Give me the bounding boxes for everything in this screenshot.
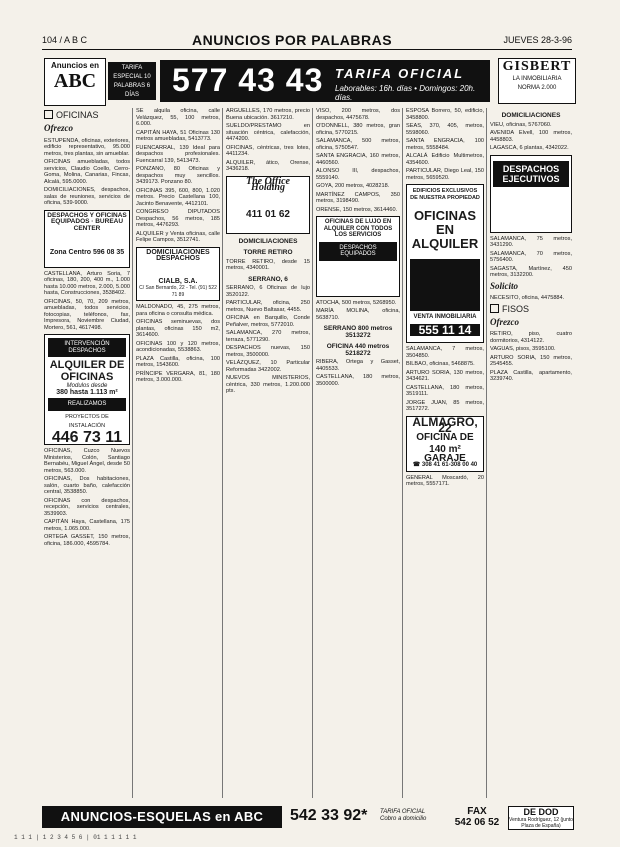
esquelas-banner: ANUNCIOS-ESQUELAS en ABC	[42, 806, 282, 828]
oficina-box: OFICINA 440 metros 5218272	[326, 343, 390, 357]
page-number: 104 / A B C	[42, 35, 88, 45]
gisbert-line2: NORMA 2.000	[517, 85, 557, 91]
classified-ad: ARTURO SORIA, 150 metros, 2545455.	[490, 354, 572, 367]
venta-label: VENTA INMOBILIARIA	[413, 314, 477, 320]
classified-ad: SANTA ENGRACIA, 160 metros, 4460560.	[316, 153, 400, 166]
column-divider	[486, 108, 487, 798]
classified-ad: JORGE JUAN, 85 metros, 3517272.	[406, 399, 484, 412]
category-label: OFICINAS	[56, 110, 99, 120]
classified-ad: FUENCARRAL, 139 Ideal para despachos profesionales. Fuencarral 139, 5413473.	[136, 144, 220, 164]
office-holding-phone: 411 01 62	[246, 208, 290, 220]
classified-ad: NUEVOS MINISTERIOS, céntrica, 330 metros, 1.200.000 pts.	[226, 375, 310, 394]
big-phone: 446 73 11	[51, 428, 123, 446]
phone-banner	[160, 60, 490, 102]
classified-ad: ESPOSA Borrero, 50, edificio, 3458800.	[406, 108, 484, 121]
oficinas-alquiler-ad	[406, 184, 484, 343]
domiciliaciones-title: DOMICILIACIONES DESPACHOS	[146, 248, 210, 262]
lujo-ad	[316, 216, 400, 297]
office-holding-ad	[226, 176, 310, 234]
classified-ad: ALQUILER y Venta oficinas, calle Felipe Campos, 3512741.	[136, 230, 220, 243]
column-5	[406, 108, 484, 798]
almagro-phone: ☎ 308 41 61-308 00 40	[412, 462, 478, 468]
classified-ad: NECESITO, oficina, 4475884.	[490, 295, 565, 301]
tarifa-label: TARIFA OFICIAL	[380, 809, 426, 815]
classified-ad: ARTURO SORIA, 130 metros, 3434621.	[406, 369, 484, 382]
classified-ad: PLAZA Castilla, oficina, 100 metros, 1543600.	[136, 355, 220, 368]
classified-ad: SALAMANCA, 75 metros, 3431290.	[490, 235, 572, 248]
classified-ad: ALQUILER, ático, Orense, 3436218.	[226, 159, 310, 172]
classified-ad: ATOCHA, 500 metros, 5268950.	[316, 299, 397, 306]
subheading: Ofrezco	[490, 316, 519, 327]
classified-ad: MARTÍNEZ CAMPOS, 350 metros, 3198490.	[316, 191, 400, 204]
classified-ad: PARTICULAR, oficina, 250 metros, Nuevo Baltasar, 4455.	[226, 300, 310, 313]
hours-note: Laborables: 16h. días • Domingos: 20h. días.	[335, 84, 476, 102]
fax-label: FAX	[467, 806, 487, 817]
lujo-body	[319, 264, 397, 294]
exclusivo-list	[410, 259, 480, 311]
lujo-title: OFICINAS DE LUJO EN ALQUILER CON TODOS LOS SERVICIOS	[323, 219, 393, 238]
column-3	[226, 108, 310, 798]
classified-ad: OFICINAS, céntricas, tres lotes, 4411234.	[226, 144, 310, 157]
classified-ad: VAGUAS, pisos, 3595100.	[490, 346, 556, 352]
classified-ad: CAPITÁN Haya, Castellana, 175 metros, 1.065.000.	[44, 519, 130, 532]
cobro-label: Cobro a domicilio	[380, 816, 427, 822]
classified-ad: SERRANO, 6 Oficinas de lujo 3520122.	[226, 285, 310, 298]
classified-ad: RETIRO, piso, cuatro dormitorios, 4314122.	[490, 331, 572, 344]
classified-ad: ALCALÁ Edificio Multimetros, 4354600.	[406, 153, 484, 166]
classified-ad: SALAMANCA, 7 metros, 3504850.	[406, 346, 484, 359]
column-divider	[312, 108, 313, 798]
despachos-equipados: DESPACHOS EQUIPADOS	[319, 242, 397, 261]
classified-ad: DESPACHOS nuevas, 150 metros, 3500000.	[226, 345, 310, 358]
almagro-sub: OFICINA DE 140 m²	[416, 431, 474, 455]
alquiler-sub: Modulos desde	[66, 383, 108, 389]
classified-ad: OFICINA en Barquillo, Conde Peñalver, metros, 5772010.	[226, 315, 310, 328]
column-divider	[132, 108, 133, 798]
column-2	[136, 108, 220, 798]
domiciliaciones-ad	[136, 247, 220, 302]
classified-ad: OFICINAS, Cuzco Nuevos Ministerios, Colón, Santiago Bernabéu, Miguel Ángel, desde 50 metros, 563.000.	[44, 448, 130, 474]
fax-box	[452, 806, 502, 828]
classified-ad: SALAMANCA, 70 metros, 5756400.	[490, 250, 572, 263]
realizamos-banner: REALIZAMOS	[48, 398, 126, 411]
section-title: ANUNCIOS POR PALABRAS	[192, 32, 393, 48]
classified-ad: OFICINAS, Dos habitaciones, salón, cuarto baño, calefacción central, 3538850.	[44, 476, 130, 495]
issue-date: JUEVES 28-3-96	[503, 35, 572, 45]
office-holding-title: The Office Holding	[246, 175, 290, 193]
column-divider	[222, 108, 223, 798]
bureau-phone: Zona Centro 596 08 35	[49, 249, 125, 256]
exclusivo-head: EDIFICIOS EXCLUSIVOS DE NUESTRA PROPIEDAD	[410, 188, 480, 201]
classified-ad: ESTUPENDA, oficinas, exteriores, edificio representativo, 95.000 metros, tres plantas, sin amueblar.	[44, 137, 130, 157]
dod-sub: Ventura Rodríguez, 12 (junto Plaza de España)	[509, 817, 573, 829]
print-code: 1 1 1 | 1 2 3 4 5 6 | 01 1 1 1 1 1	[14, 834, 137, 841]
cialb-address: C/ San Bernardo, 22 - Tel. (91) 522 71 89	[139, 285, 217, 298]
serrano-head: SERRANO, 6	[248, 275, 288, 283]
classified-ad: PRÍNCIPE VERGARA, 81, 180 metros, 3.000.000.	[136, 370, 220, 383]
classified-ad: PLAZA Castilla, apartamento, 3239740.	[490, 369, 572, 382]
classified-ad: ARGUELLES, 170 metros, precio Buena ubicación. 3617210.	[226, 108, 310, 121]
alquiler-price: 380 hasta 1.113 m²	[56, 388, 118, 396]
classified-ad: SALAMANCA, 270 metros, terraza, 5771290.	[226, 330, 310, 343]
tarifa-especial-box: TARIFA ESPECIAL 10 PALABRAS 6 DÍAS	[108, 62, 156, 100]
classified-ad: PARTICULAR, Diego Leal, 150 metros, 5659520.	[406, 168, 484, 181]
classified-ad: SE alquila oficina, calle Velázquez, 55, 100 metros, 6.000.	[136, 108, 220, 127]
column-divider	[402, 108, 403, 798]
fax-number: 542 06 52	[454, 817, 500, 828]
classified-ad: GENERAL Moscardó, 20 metros, 5557171.	[406, 474, 484, 487]
classified-ad: OFICINAS con despachos, recepción, servicios centrales, 3539903.	[44, 497, 130, 517]
classified-ad: CASTELLANA, 180 metros, 3500000.	[316, 374, 400, 387]
classified-ad: VIEU, oficinas, 5767060.	[490, 121, 552, 128]
category-heading	[490, 304, 572, 313]
category-heading	[44, 110, 130, 119]
dod-title: DE DOD	[523, 807, 559, 817]
despachos-body	[493, 190, 569, 230]
despachos-ejecutivos-ad	[490, 155, 572, 233]
gisbert-ad	[498, 58, 576, 104]
domiciliaciones-head: DOMICILIACIONES	[501, 112, 561, 119]
subheading: Ofrezco	[44, 123, 73, 133]
classified-ad: ALONSO III, despachos, 5559140.	[316, 168, 400, 181]
classified-ad: CASTELLANA, Arturo Soria, 7 oficinas, 180, 200, 400 m., 1.000 hasta 10.000 metros, 2.000, 5.000 hasta, Construcciones, 3538402.	[44, 270, 130, 296]
classified-ad: CAPITÁN HAYA, 51 Oficinas 130 metros amuebladas, 5413773.	[136, 129, 220, 142]
main-phone: 577 43 43	[172, 62, 324, 98]
classified-ad: OFICINAS 395, 600, 800, 1.020 metros. Precio Castellana 100, Jacinto Benavente, 4412101.	[136, 187, 220, 207]
bureau-center-ad	[44, 210, 130, 268]
classified-ad: VELÁZQUEZ, 10 Particular Reformadas 3422002.	[226, 360, 310, 373]
gisbert-name: GISBERT	[502, 59, 572, 74]
checkbox-icon	[44, 110, 53, 119]
classified-ad: SEAS, 370, 405, metros, 5598060.	[406, 123, 484, 136]
classified-ad: DOMICILIACIONES, despachos, salas de reuniones, servicios de oficina, 539-9000.	[44, 187, 130, 206]
bureau-title: DESPACHOS Y OFICINAS EQUIPADOS · BUREAU CENTER	[47, 211, 127, 232]
bottom-banner	[42, 806, 572, 828]
serrano-box: SERRANO 800 metros 3513272	[323, 325, 393, 339]
page-header	[42, 33, 572, 50]
subheading: Solicito	[490, 280, 519, 291]
classified-ad: BILBAO, oficinas, 5468875.	[406, 361, 475, 367]
classified-ad: CASTELLANA, 180 metros, 3519111.	[406, 384, 484, 397]
abc-ad-box	[44, 58, 106, 106]
cialb-name: CIALB, S.A.	[158, 277, 198, 285]
column-6	[490, 108, 572, 798]
classified-ad: OFICINAS, 50, 70, 209 metros, amuebladas, todos servicios, fotocopias, teléfonos, fax, Impresora, Noviembre Ciudad, Mortero, 561, 4617498.	[44, 298, 130, 331]
category-label: FISOS	[502, 303, 530, 314]
classified-ad: MARÍA MOLINA, oficina, 5638710.	[316, 308, 400, 321]
classified-ad: TORRE RETIRO, desde 15 metros, 4340001.	[226, 258, 310, 271]
abc-logo: ABC	[53, 70, 97, 92]
classified-ad: SANTA ENGRACIA, 100 metros, 5558484.	[406, 138, 484, 151]
almagro-ad	[406, 416, 484, 472]
classified-ad: GOYA, 200 metros, 4028218.	[316, 183, 390, 189]
classified-ad: ORENSE, 150 metros, 3614460.	[316, 206, 398, 213]
classified-ad: OFICINAS 100 y 120 metros, acondicionadas, 5538863.	[136, 340, 220, 353]
alquiler-title: ALQUILER DE OFICINAS	[49, 359, 125, 383]
exclusivo-title: OFICINAS EN ALQUILER	[411, 208, 479, 251]
classified-ad: RIBERA, Ortega y Gasset, 4405533.	[316, 359, 400, 372]
classified-ad: SUELDO/PRESTAMO en situación céntrica, calefacción, 4474200.	[226, 123, 310, 142]
torre-retiro-head: TORRE RETIRO	[243, 249, 293, 256]
esquelas-tarifa	[380, 809, 426, 823]
domiciliaciones-head: DOMICILIACIONES	[238, 237, 298, 245]
classified-ad: VISO, 200 metros, dos despachos, 4475678.	[316, 108, 400, 121]
classified-ad: OFICINAS seminuevas, dos plantas, oficinas 150 m2, 3614600.	[136, 319, 220, 338]
classified-ad: SAGASTA, Martínez, 450 metros, 3132200.	[490, 265, 572, 278]
gisbert-line1: LA INMOBILIARIA	[512, 76, 562, 82]
top-banner	[44, 58, 574, 104]
dod-ad	[508, 806, 574, 830]
column-4	[316, 108, 400, 798]
classified-ad: MALDONADO, 45, 275 metros, para oficina o consulta médica.	[136, 304, 220, 317]
classified-ad: OFICINAS amuebladas, todos servicios, Claudio Coello, Cerro-Goma, Molina, Canarias, Fincas, Alcalá, 595.0000.	[44, 159, 130, 185]
classified-ad: PONZANO, 80 Oficinas y despachos muy sencillos. 3439173. Ponzano 80.	[136, 166, 220, 185]
classified-ad: O'DONNELL, 380 metros, gran oficina, 5770215.	[316, 123, 400, 136]
classified-ad: ORTEGA GASSET, 150 metros, oficina, 186.000, 4595784.	[44, 534, 130, 547]
intervencion-banner: INTERVENCIÓN DESPACHOS	[48, 338, 126, 357]
venta-phone: 555 11 14	[410, 324, 480, 337]
classified-ad: CONGRESO DIPUTADOS Despachos, 56 metros, 185 metros, 4476293.	[136, 209, 220, 228]
column-1	[44, 108, 130, 798]
checkbox-icon	[490, 304, 499, 313]
alquiler-oficinas-ad	[44, 334, 130, 445]
almagro-garaje: GARAJE	[424, 452, 466, 464]
abc-anuncios-label: Anuncios en	[50, 61, 99, 70]
classified-ad: SALAMANCA, 500 metros, oficina, 5750547.	[316, 138, 400, 151]
classified-ad: LAGASCA, 6 plantas, 4342022.	[490, 145, 569, 151]
esquelas-phone: 542 33 92*	[290, 807, 368, 824]
proyectos-label: PROYECTOS DE INSTALACIÓN	[65, 413, 109, 429]
despachos-title: DESPACHOS EJECUTIVOS	[493, 161, 569, 187]
almagro-title: ALMAGRO, 22	[412, 414, 478, 435]
classified-ad: AVENIDA Elvell, 100 metros, 4458803.	[490, 130, 572, 143]
tarifa-oficial: TARIFA OFICIAL	[335, 66, 465, 81]
